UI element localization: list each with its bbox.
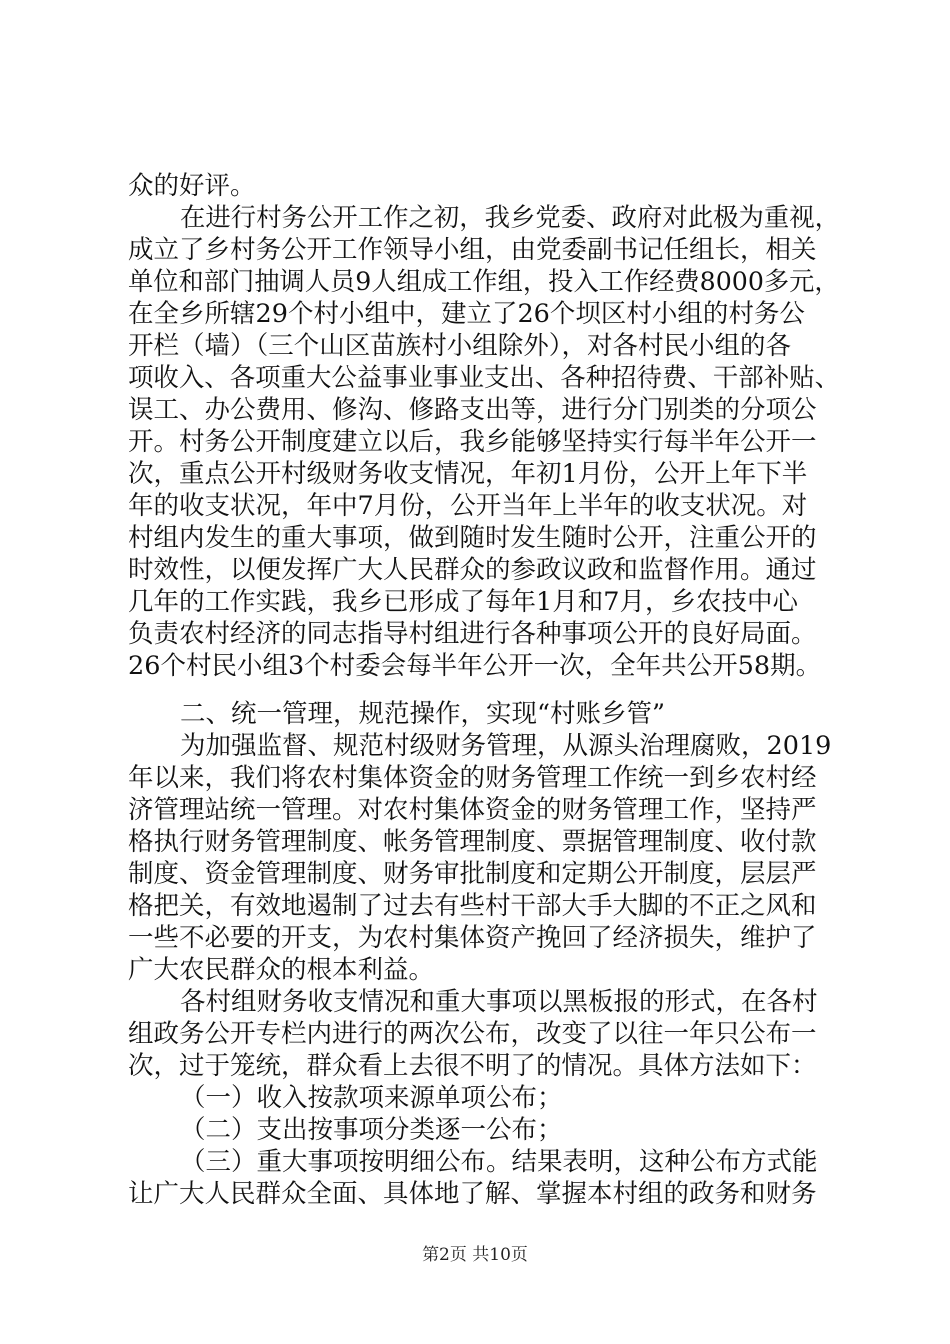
list-item-3: （三）重大事项按明细公布。结果表明，这种公布方式能: [180, 1147, 818, 1177]
text-line-15: 负责农村经济的同志指导村组进行各种事项公开的良好局面。: [128, 619, 817, 649]
list-item-1: （一）收入按款项来源单项公布；: [180, 1083, 563, 1113]
text-line-09: 开。村务公开制度建立以后，我乡能够坚持实行每半年公开一: [128, 427, 817, 457]
text-line-05: 在全乡所辖29个村小组中，建立了26个坝区村小组的村务公: [128, 299, 805, 329]
text-line-26: 组政务公开专栏内进行的两次公布，改变了以往一年只公布一: [128, 1019, 817, 1049]
text-line-21: 制度、资金管理制度、财务审批制度和定期公开制度，层层严: [128, 859, 817, 889]
text-line-20: 格执行财务管理制度、帐务管理制度、票据管理制度、收付款: [128, 827, 817, 857]
text-line-02: 在进行村务公开工作之初，我乡党委、政府对此极为重视，: [180, 203, 841, 233]
text-line-01: 众的好评。: [128, 171, 256, 201]
text-line-27: 次，过于笼统，群众看上去很不明了的情况。具体方法如下：: [128, 1051, 817, 1081]
text-line-28: 让广大人民群众全面、具体地了解、掌握本村组的政务和财务: [128, 1179, 817, 1209]
text-line-06: 开栏（墙）（三个山区苗族村小组除外），对各村民小组的各: [128, 331, 792, 361]
text-line-17: 为加强监督、规范村级财务管理，从源头治理腐败，2019: [180, 731, 832, 761]
text-line-16: 26个村民小组3个村委会每半年公开一次，全年共公开58期。: [128, 651, 822, 681]
text-line-03: 成立了乡村务公开工作领导小组，由党委副书记任组长，相关: [128, 235, 817, 265]
text-line-14: 几年的工作实践，我乡已形成了每年1月和7月，乡农技中心: [128, 587, 798, 617]
text-line-04: 单位和部门抽调人员9人组成工作组，投入工作经费8000多元，: [128, 267, 840, 297]
text-line-22: 格把关，有效地遏制了过去有些村干部大手大脚的不正之风和: [128, 891, 817, 921]
text-line-08: 误工、办公费用、修沟、修路支出等，进行分门别类的分项公: [128, 395, 817, 425]
text-line-18: 年以来，我们将农村集体资金的财务管理工作统一到乡农村经: [128, 763, 817, 793]
text-line-13: 时效性，以便发挥广大人民群众的参政议政和监督作用。通过: [128, 555, 817, 585]
text-line-19: 济管理站统一管理。对农村集体资金的财务管理工作，坚持严: [128, 795, 817, 825]
text-line-10: 次，重点公开村级财务收支情况，年初1月份，公开上年下半: [128, 459, 808, 489]
list-item-2: （二）支出按事项分类逐一公布；: [180, 1115, 563, 1145]
text-line-25: 各村组财务收支情况和重大事项以黑板报的形式，在各村: [180, 987, 818, 1017]
text-line-23: 一些不必要的开支，为农村集体资产挽回了经济损失，维护了: [128, 923, 817, 953]
text-line-24: 广大农民群众的根本利益。: [128, 955, 435, 985]
page-number-footer: 第2页 共10页: [422, 1245, 528, 1265]
text-line-12: 村组内发生的重大事项，做到随时发生随时公开，注重公开的: [128, 523, 817, 553]
text-line-07: 项收入、各项重大公益事业事业支出、各种招待费、干部补贴、: [128, 363, 841, 393]
section-heading: 二、统一管理，规范操作，实现“村账乡管”: [180, 699, 666, 729]
text-line-11: 年的收支状况，年中7月份，公开当年上半年的收支状况。对: [128, 491, 808, 521]
